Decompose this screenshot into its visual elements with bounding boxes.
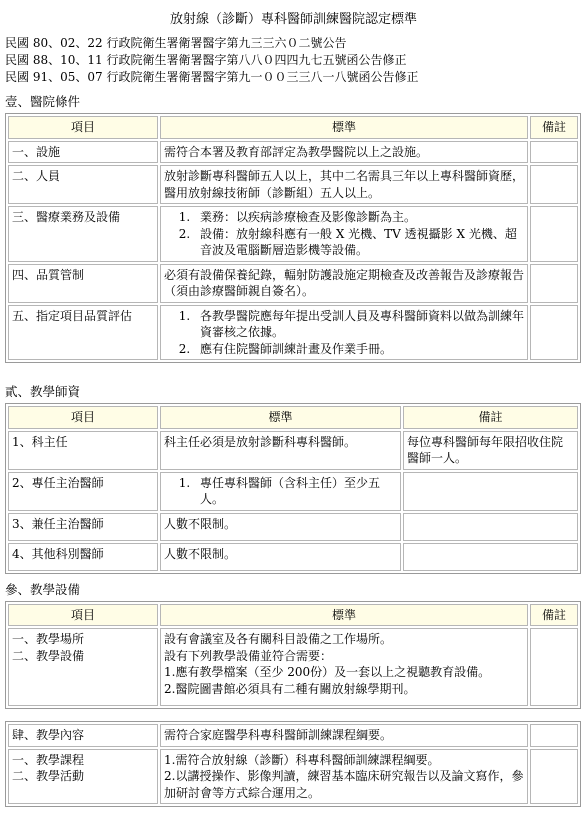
list-item: 1. 業務：以疾病診療檢查及影像診斷為主。 [194, 209, 524, 226]
column-header: 項目 [8, 406, 158, 429]
table-header-row [8, 604, 578, 627]
column-header: 備註 [530, 116, 578, 139]
column-header: 備註 [530, 604, 578, 627]
standard-line: 設有下列教學設備並符合需要： [164, 648, 333, 663]
note-cell [403, 543, 578, 571]
section-heading: 壹、醫院條件 [5, 94, 81, 109]
standard-line: 1.應有教學檔案（至少 200份）及一套以上之視聽教育設備。 [164, 665, 491, 679]
table-row [8, 513, 578, 541]
item-cell: 4、其他科別醫師 [8, 543, 158, 571]
column-header: 項目 [8, 116, 158, 139]
table-row [8, 141, 578, 164]
item-cell: 1、科主任 [8, 431, 158, 470]
page-title: 放射線（診斷）專科醫師訓練醫院認定標準 [169, 12, 417, 27]
standard-line: 2.醫院圖書館必須具有二種有關放射線學期刊。 [164, 681, 416, 696]
list-item: 2. 設備：放射線科應有一般 X 光機、TV 透視攝影 X 光機、超音波及電腦斷層造影機等設備。 [194, 226, 524, 259]
item-cell: 五、指定項目品質評估 [8, 305, 158, 361]
standard-cell [160, 206, 528, 262]
note-cell [530, 264, 578, 303]
table-row [8, 206, 578, 262]
standard-cell: 需符合本署及教育部評定為教學醫院以上之設施。 [160, 141, 528, 164]
item-cell: 三、醫療業務及設備 [8, 206, 158, 262]
standard-line: 1.需符合放射線（診斷）科專科醫師訓練課程綱要。 [164, 752, 440, 767]
table-header-row [8, 406, 578, 429]
note-cell [530, 206, 578, 262]
item-cell [8, 749, 158, 805]
column-header: 標準 [160, 116, 528, 139]
table-row [8, 724, 578, 747]
item-cell: 2、專任主治醫師 [8, 472, 158, 511]
announcement-line: 民國 88、10、11 行政院衛生署衛署醫字第八八０四四九七五號函公告修正 [5, 53, 407, 67]
standard-cell: 必須有設備保養紀錄，輻射防護設施定期檢查及改善報告及診療報告（須由診療醫師親自簽名）。 [160, 264, 528, 303]
section-heading: 肆、教學內容 [8, 724, 158, 747]
item-line: 一、教學課程 [12, 752, 85, 767]
note-cell [530, 749, 578, 805]
item-cell: 二、人員 [8, 165, 158, 204]
table-row [8, 628, 578, 706]
standard-cell [160, 749, 528, 805]
list-item: 1. 各教學醫院應每年提出受訓人員及專科醫師資料以做為訓練年資審核之依據。 [194, 308, 524, 341]
standard-line: 設有會議室及各有關科目設備之工作場所。 [164, 632, 393, 646]
note-cell [403, 513, 578, 541]
hospital-conditions-table [5, 113, 581, 363]
section-heading: 貳、教學師資 [5, 384, 81, 399]
standard-cell: 需符合家庭醫學科專科醫師訓練課程綱要。 [160, 724, 528, 747]
note-cell [403, 472, 578, 511]
note-cell [530, 141, 578, 164]
column-header: 標準 [160, 406, 401, 429]
column-header: 備註 [403, 406, 578, 429]
standard-cell: 人數不限制。 [160, 513, 401, 541]
item-line: 二、教學設備 [12, 648, 85, 663]
table-row [8, 431, 578, 470]
announcement-list [0, 35, 587, 86]
note-cell [530, 724, 578, 747]
item-cell: 一、設施 [8, 141, 158, 164]
item-cell [8, 628, 158, 706]
table-row [8, 543, 578, 571]
teaching-equipment-table [5, 601, 581, 710]
item-line: 二、教學活動 [12, 769, 85, 783]
standard-cell [160, 628, 528, 706]
standard-cell: 人數不限制。 [160, 543, 401, 571]
section-heading: 參、教學設備 [5, 581, 81, 597]
table-row [8, 165, 578, 204]
announcement-line: 民國 80、02、22 行政院衛生署衛署醫字第九三三六０二號公告 [5, 36, 347, 50]
teaching-staff-table [5, 403, 581, 574]
standard-cell: 放射診斷專科醫師五人以上，其中二名需具三年以上專科醫師資歷，醫用放射線技術師（診斷組）五人以上。 [160, 165, 528, 204]
note-cell: 每位專科醫師每年限招收住院醫師一人。 [403, 431, 578, 470]
column-header: 標準 [160, 604, 528, 627]
announcement-line: 民國 91、05、07 行政院衛生署衛署醫字第九一００三三八一八號函公告修正 [5, 70, 419, 84]
standard-cell [160, 305, 528, 361]
item-cell: 四、品質管制 [8, 264, 158, 303]
table-row [8, 749, 578, 805]
standard-cell: 科主任必須是放射診斷科專科醫師。 [160, 431, 401, 470]
table-row [8, 264, 578, 303]
note-cell [530, 628, 578, 706]
teaching-content-table [5, 721, 581, 807]
note-cell [530, 305, 578, 361]
list-item: 2. 應有住院醫師訓練計畫及作業手冊。 [194, 341, 524, 358]
item-cell: 3、兼任主治醫師 [8, 513, 158, 541]
standard-line: 2.以講授操作、影像判讀，練習基本臨床研究報告以及論文寫作，參加研討會等方式綜合運用之。 [164, 769, 524, 800]
list-item: 1. 專任專科醫師（含科主任）至少五人。 [194, 475, 397, 508]
standard-cell [160, 472, 401, 511]
item-line: 一、教學場所 [12, 632, 85, 646]
table-row [8, 472, 578, 511]
column-header: 項目 [8, 604, 158, 627]
table-row [8, 305, 578, 361]
note-cell [530, 165, 578, 204]
table-header-row [8, 116, 578, 139]
